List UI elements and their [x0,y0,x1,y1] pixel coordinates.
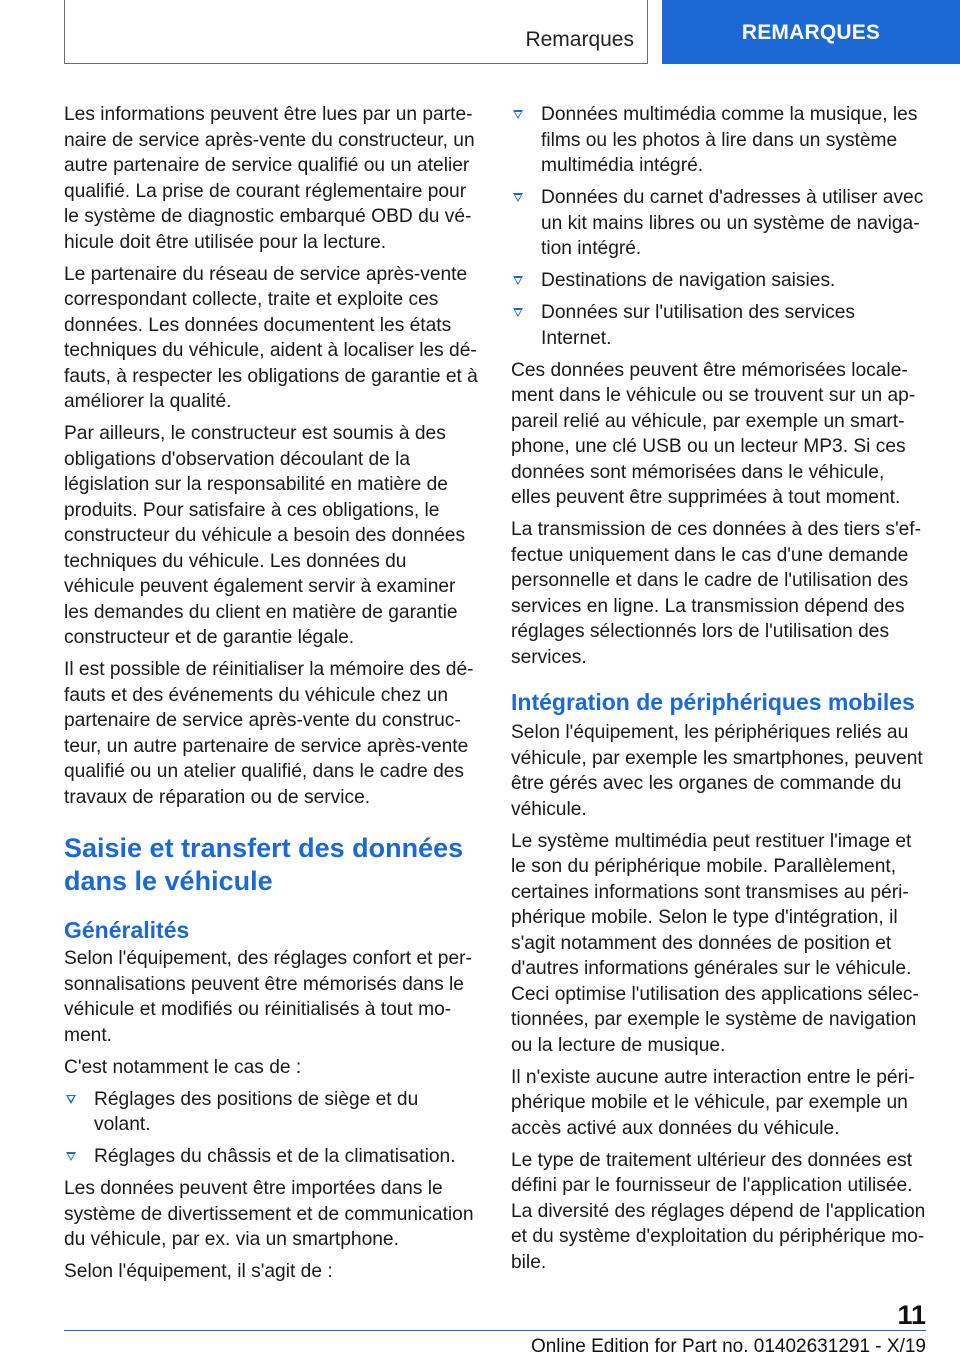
paragraph: Selon l'équipement, les périphériques reliés au véhicule, par exemple les smartphones, peuvent être gérés avec les organes de commande du véhicule. [511,722,923,820]
bullet-triangle-icon [513,193,523,202]
footer-divider [64,1330,926,1331]
paragraph: Les données peuvent être importées dans le système de divertissement et de communication du véhicule, par ex. via un smartphone. [64,1178,474,1250]
list-item [511,300,927,351]
bullet-list [511,102,927,351]
paragraph: Les informations peuvent être lues par un partenaire de service après-vente du constructeur, un autre partenaire de service qualifié ou un atelier qualifié. La prise de courant réglementaire pour le système de diagnostic embarqué OBD du véhicule doit être utilisée pour la lecture. [64,104,475,253]
paragraph: Selon l'équipement, des réglages confort et personnalisations peuvent être mémorisés dans le véhicule et modifiés ou réinitialisés à tout moment. [64,948,472,1046]
list-item [64,1144,478,1170]
paragraph: Le partenaire du réseau de service après-vente correspondant collecte, traite et exploite ces données. Les données documentent les états techniques du véhicule, aident à localiser les défauts, à respecter les obligations de garantie et à améliorer la qualité. [64,263,478,412]
paragraph: Il est possible de réinitialiser la mémoire des défauts et des événements du véhicule chez un partenaire de service après-vente du constructeur, un autre partenaire de service après-vente qualifié ou un atelier qualifié, dans le cadre des travaux de réparation ou de service. [64,659,474,808]
header-section-title: Remarques [525,28,634,51]
right-column [511,102,927,1282]
bullet-triangle-icon [513,110,523,119]
bullet-triangle-icon [513,308,523,317]
paragraph: Il n'existe aucune autre interaction entre le périphérique mobile et le véhicule, par exemple un accès activé aux données du véhicule. [511,1066,915,1139]
list-item-text: Destinations de navigation saisies. [541,270,836,291]
header-chapter-label: REMARQUES [741,21,881,44]
bullet-triangle-icon [513,276,523,285]
list-item-text: Données du carnet d'adresses à utiliser avec un kit mains libres ou un système de navigation intégré. [541,187,924,259]
header-chapter-tab[interactable] [662,0,960,64]
subsection-heading: Généralités [64,917,190,943]
paragraph: La transmission de ces données à des tiers s'effectue uniquement dans le cas d'une demande personnelle et dans le cadre de l'utilisation des services en ligne. La transmission dépend des réglages sélectionnés lors de l'utilisation des services. [511,519,922,668]
paragraph: C'est notamment le cas de : [64,1056,302,1078]
subsection-heading: Intégration de périphériques mobiles [511,689,915,715]
list-item [511,268,927,294]
list-item [511,185,927,262]
paragraph: Selon l'équipement, il s'agit de : [64,1261,333,1282]
paragraph: Ces données peuvent être mémorisées localement dans le véhicule ou se trouvent sur un appareil relié au véhicule, par exemple un smartphone, une clé USB ou un lecteur MP3. Si ces données sont mémorisées dans le véhicule, elles peuvent être supprimées à tout moment. [511,359,916,508]
list-item-text: Réglages du châssis et de la climatisation. [94,1146,456,1167]
left-column [64,102,478,1291]
list-item [64,1087,478,1138]
paragraph: Le type de traitement ultérieur des données est défini par le fournisseur de l'application utilisée. La diversité des réglages dépend de l'application et du système d'exploitation du périphérique mobile. [511,1149,926,1273]
section-heading: Saisie et transfert des données dans le véhicule [64,833,464,896]
paragraph: Par ailleurs, le constructeur est soumis à des obligations d'observation découlant de la législation sur la responsabilité en matière de produits. Pour satisfaire à ces obligations, le constructeur du véhicule a besoin des données techniques du véhicule. Les données du véhicule peuvent également servir à examiner les demandes du client en matière de garantie constructeur et de garantie légale. [64,423,466,648]
list-item-text: Données sur l'utilisation des services Internet. [541,302,856,349]
bullet-triangle-icon [66,1095,76,1104]
list-item-text: Réglages des positions de siège et du volant. [94,1088,419,1135]
list-item-text: Données multimédia comme la musique, les films ou les photos à lire dans un système multimédia intégré. [541,104,918,176]
list-item [511,102,927,179]
paragraph: Le système multimédia peut restituer l'image et le son du périphérique mobile. Parallèlement, certaines informations sont transmises au périphérique mobile. Selon le type d'intégration, il s'agit notamment des données de position et d'autres informations générales sur le véhicule. Ceci optimise l'utilisation des applications sélectionnées, par exemple le système de navigation ou la lecture de musique. [511,830,919,1056]
footer-edition-text: Online Edition for Part no. 01402631291 - X/19 [530,1336,926,1357]
page-number: 11 [897,1300,926,1330]
bullet-list [64,1087,478,1170]
bullet-triangle-icon [66,1152,76,1161]
